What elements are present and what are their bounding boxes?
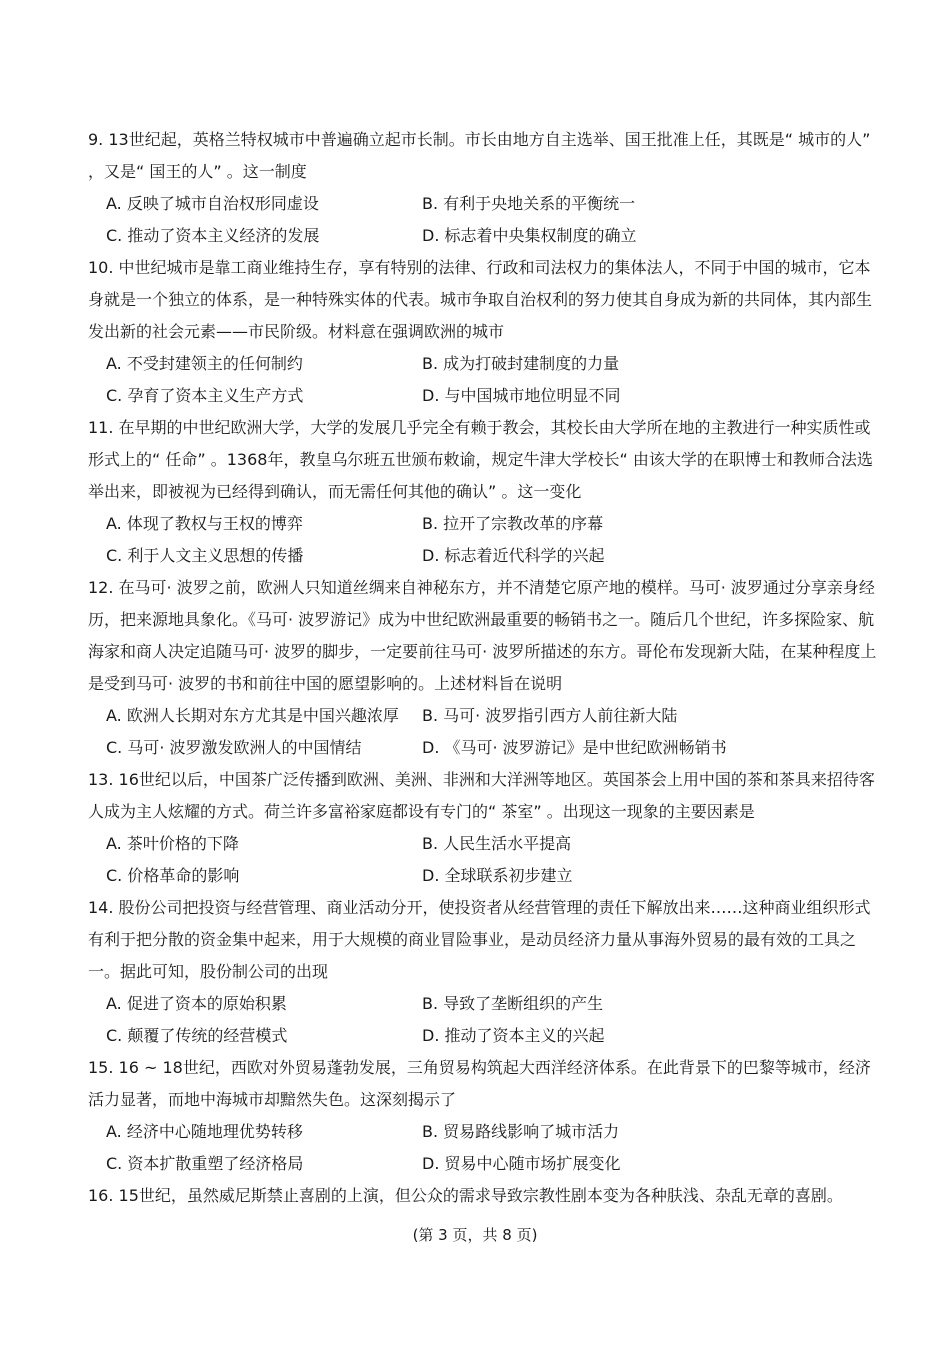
option-d: D. 推动了资本主义的兴起 [422,1026,605,1045]
question-stem: 14. 股份公司把投资与经营管理、商业活动分开，使投资者从经营管理的责任下解放出来……这种商业组织形式有利于把分散的资金集中起来，用于大规模的商业冒险事业，是动员经济力量从事海外贸易的最有效的工具之一。据此可知，股份制公司的出现 [88,898,871,981]
question-12 [88,572,878,764]
option-b: B. 贸易路线影响了城市活力 [422,1122,620,1141]
question-stem: 11. 在早期的中世纪欧洲大学，大学的发展几乎完全有赖于教会，其校长由大学所在地的主教进行一种实质性或形式上的“ 任命” 。1368年，教皇乌尔班五世颁布敕谕，规定牛津大学校长“ 由该大学的在职博士和教师合法选举出来，即被视为已经得到确认，而无需任何其他的确认” 。这一变化 [88,418,873,501]
option-a: A. 不受封建领主的任何制约 [106,354,303,373]
option-b: B. 拉开了宗教改革的序幕 [422,514,604,533]
option-b: B. 导致了垄断组织的产生 [422,994,604,1013]
option-c: C. 资本扩散重塑了经济格局 [106,1154,304,1173]
question-11 [88,412,878,572]
option-b: B. 人民生活水平提高 [422,834,572,853]
question-13 [88,764,878,892]
answer-options [106,508,878,572]
option-b: B. 马可· 波罗指引西方人前往新大陆 [422,706,678,725]
answer-options [106,1116,878,1180]
option-c: C. 推动了资本主义经济的发展 [106,226,320,245]
answer-options [106,188,878,252]
question-stem: 13. 16世纪以后，中国茶广泛传播到欧洲、美洲、非洲和大洋洲等地区。英国茶会上用中国的茶和茶具来招待客人成为主人炫耀的方式。荷兰许多富裕家庭都设有专门的“ 茶室” 。出现这一现象的主要因素是 [88,770,875,821]
answer-options [106,828,878,892]
option-b: B. 有利于央地关系的平衡统一 [422,194,636,213]
page-number-footer: (第 3 页，共 8 页) [412,1226,538,1244]
option-b: B. 成为打破封建制度的力量 [422,354,620,373]
option-a: A. 经济中心随地理优势转移 [106,1122,303,1141]
option-d: D. 标志着近代科学的兴起 [422,546,605,565]
option-d: D. 与中国城市地位明显不同 [422,386,621,405]
question-16 [88,1180,878,1212]
answer-options [106,348,878,412]
question-stem: 12. 在马可· 波罗之前，欧洲人只知道丝绸来自神秘东方，并不清楚它原产地的模样。马可· 波罗通过分享亲身经历，把来源地具象化。《马可· 波罗游记》成为中世纪欧洲最重要的畅销书之一。随后几个世纪，许多探险家、航海家和商人决定追随马可· 波罗的脚步，一定要前往马可· 波罗所描述的东方。哥伦布发现新大陆，在某种程度上是受到马可· 波罗的书和前往中国的愿望影响的。上述材料旨在说明 [88,578,877,693]
option-a: A. 促进了资本的原始积累 [106,994,287,1013]
answer-options [106,700,878,764]
question-15 [88,1052,878,1180]
option-d: D. 全球联系初步建立 [422,866,573,885]
option-c: C. 马可· 波罗激发欧洲人的中国情结 [106,738,362,757]
option-c: C. 颠覆了传统的经营模式 [106,1026,288,1045]
option-a: A. 反映了城市自治权形同虚设 [106,194,319,213]
option-a: A. 体现了教权与王权的博弈 [106,514,303,533]
question-stem: 15. 16 ~ 18世纪，西欧对外贸易蓬勃发展，三角贸易构筑起大西洋经济体系。在此背景下的巴黎等城市，经济活力显著，而地中海城市却黯然失色。这深刻揭示了 [88,1058,871,1109]
question-9 [88,124,878,252]
option-a: A. 茶叶价格的下降 [106,834,239,853]
answer-options [106,988,878,1052]
option-c: C. 价格革命的影响 [106,866,240,885]
question-stem: 9. 13世纪起，英格兰特权城市中普遍确立起市长制。市长由地方自主选举、国王批准上任，其既是“ 城市的人” ，又是“ 国王的人” 。这一制度 [88,130,871,181]
option-d: D. 标志着中央集权制度的确立 [422,226,637,245]
question-14 [88,892,878,1052]
option-a: A. 欧洲人长期对东方尤其是中国兴趣浓厚 [106,706,399,725]
option-c: C. 利于人文主义思想的传播 [106,546,304,565]
option-c: C. 孕育了资本主义生产方式 [106,386,304,405]
option-d: D. 《马可· 波罗游记》是中世纪欧洲畅销书 [422,738,727,757]
question-10 [88,252,878,412]
question-stem: 16. 15世纪，虽然威尼斯禁止喜剧的上演，但公众的需求导致宗教性剧本变为各种肤浅、杂乱无章的喜剧。 [88,1186,843,1205]
question-stem: 10. 中世纪城市是靠工商业维持生存，享有特别的法律、行政和司法权力的集体法人，不同于中国的城市，它本身就是一个独立的体系，是一种特殊实体的代表。城市争取自治权利的努力使其自身成为新的共同体，其内部生发出新的社会元素——市民阶级。材料意在强调欧洲的城市 [88,258,873,341]
question-list [88,124,878,1212]
option-d: D. 贸易中心随市场扩展变化 [422,1154,621,1173]
